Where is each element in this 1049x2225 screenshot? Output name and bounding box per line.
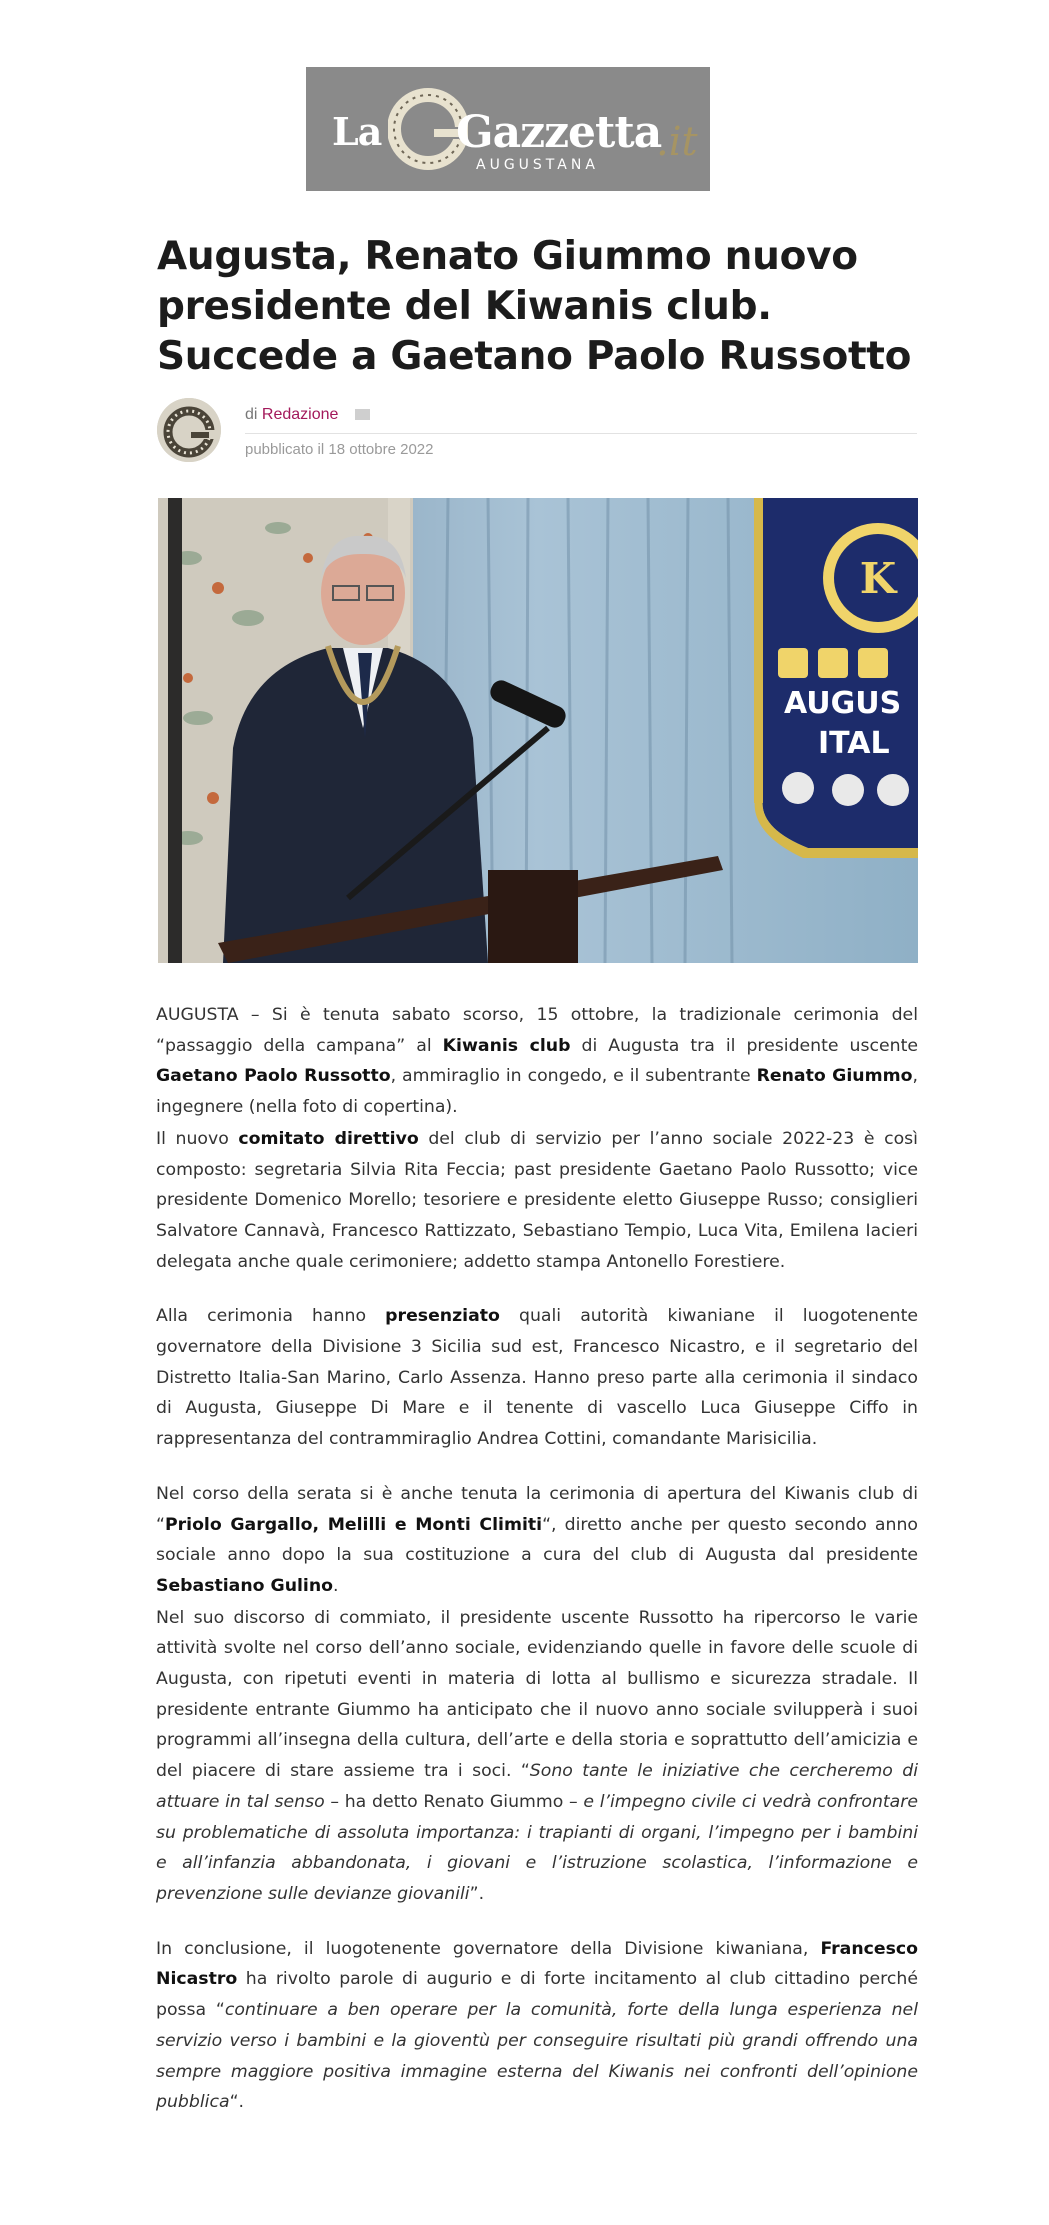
article-paragraph-5 <box>156 1603 918 1910</box>
paragraph-text: Nel corso della serata si è anche tenuta la cerimonia di apertura del Kiwanis club di “ <box>156 1483 918 1535</box>
paragraph-text: Il nuovo <box>156 1128 239 1149</box>
site-logo[interactable] <box>306 67 710 191</box>
article-paragraph-3 <box>156 1301 918 1455</box>
author-avatar[interactable] <box>157 398 221 462</box>
bold-text: Sebastiano Gulino <box>156 1575 334 1596</box>
banner-emblem-letter: K <box>859 554 897 603</box>
logo-gazzetta-text: Gazzetta <box>456 107 662 158</box>
article-paragraph-6 <box>156 1934 918 2118</box>
author-avatar-logo-icon <box>157 398 221 462</box>
bold-text: comitato direttivo <box>238 1128 419 1149</box>
paragraph-text: quali autorità kiwaniane il luogotenente governatore della Divisione 3 Sicilia sud est, Francesco Nicastro, e il segretario del Distretto Italia-San Marino, Carlo Assenza. Hanno preso parte alla cerimonia il sindaco di Augusta, Giuseppe Di Mare e il tenente di vascello Luca Giuseppe Ciffo in rappresentanza del contrammiraglio Andrea Cottini, comandante Marisicilia. <box>156 1306 919 1450</box>
featured-photo <box>158 498 918 963</box>
paragraph-text: Nel suo discorso di commiato, il presidente uscente Russotto ha ripercorso le varie attività svolte nel corso dell’anno sociale, evidenziando quelle in favore delle scuole di Augusta, con ripetuti eventi in materia di lotta al bullismo e sicurezza stradale. Il presidente entrante Giummo ha anticipato che il nuovo anno sociale svilupperà i suoi programmi all’insegna della cultura, dell’arte e della storia e soprattutto dell’amicizia e del piacere di stare assieme tra i soci. “ <box>156 1607 918 1782</box>
banner-text-italia: ITAL <box>818 726 890 761</box>
bold-text: Renato Giummo <box>756 1066 913 1087</box>
author-link[interactable]: Redazione <box>261 406 339 423</box>
paragraph-text: Alla cerimonia hanno <box>156 1306 386 1327</box>
logo-it-text: .it <box>656 119 698 165</box>
meta-divider <box>245 433 917 434</box>
italic-quote: Sono tante le iniziative che cercheremo di attuare in tal senso <box>156 1761 918 1812</box>
article-paragraph-2 <box>156 1124 918 1278</box>
paragraph-text: , ammiraglio in congedo, e il subentrante <box>390 1066 757 1087</box>
italic-quote: continuare a ben operare per la comunità, forte della lunga esperienza nel servizio verso i bambini e la gioventù per conseguire risultati più grandi offrendo una sempre maggiore positiva immagine esterna del Kiwanis nei confronti dell’opinione pubblica <box>156 2000 918 2113</box>
logo-augustana-text: AUGUSTANA <box>476 157 599 173</box>
paragraph-text: , ingegnere (nella foto di copertina). <box>156 1066 918 1118</box>
paragraph-text: ”. <box>469 1883 485 1904</box>
banner-text-augusta: AUGUS <box>784 686 902 721</box>
bold-text: Gaetano Paolo Russotto <box>156 1066 391 1087</box>
logo-la-text: La <box>332 109 382 154</box>
paragraph-text: di Augusta tra il presidente uscente <box>570 1035 919 1056</box>
cover-photo-illustration <box>158 498 918 963</box>
bold-text: Kiwanis club <box>442 1035 571 1056</box>
paragraph-text: ha rivolto parole di augurio e di forte incitamento al club cittadino perché possa “ <box>156 1969 918 2021</box>
bold-text: Francesco Nicastro <box>156 1938 918 1990</box>
byline <box>245 406 370 424</box>
article-paragraph-4 <box>156 1479 918 1602</box>
paragraph-text: “, diretto anche per questo secondo anno sociale anno dopo la sua costituzione a cura del club di Augusta dal presidente <box>156 1514 918 1566</box>
paragraph-text: . <box>333 1575 339 1596</box>
paragraph-text: “. <box>229 2092 245 2113</box>
paragraph-text: AUGUSTA – Si è tenuta sabato scorso, 15 ottobre, la tradizionale cerimonia del “passaggio della campana” al <box>156 1005 918 1056</box>
article-body <box>156 1000 918 2119</box>
italic-quote: e l’impegno civile ci vedrà confrontare su problematiche di assoluta importanza: i trapianti di organi, l’impegno per i bambini e all’infanzia abbandonata, i giovani e l’istruzione scolastica, l’informazione e prevenzione sulle devianze giovanili <box>156 1791 918 1904</box>
publish-date: pubblicato il 18 ottobre 2022 <box>245 441 434 458</box>
paragraph-text: – ha detto Renato Giummo – <box>324 1791 584 1812</box>
email-icon[interactable] <box>355 409 370 420</box>
article-title: Augusta, Renato Giummo nuovo presidente del Kiwanis club. Succede a Gaetano Paolo Russotto <box>157 234 912 379</box>
paragraph-text: del club di servizio per l’anno sociale 2022-23 è così composto: segretaria Silvia Rita Feccia; past presidente Gaetano Paolo Russotto; vice presidente Domenico Morello; tesoriere e presidente eletto Giuseppe Russo; consiglieri Salvatore Cannavà, Francesco Rattizzato, Sebastiano Tempio, Luca Vita, Emilena Iacieri delegata anche quale cerimoniere; addetto stampa Antonello Forestiere. <box>156 1128 918 1272</box>
paragraph-text: In conclusione, il luogotenente governatore della Divisione kiwaniana, <box>156 1938 821 1959</box>
bold-text: Priolo Gargallo, Melilli e Monti Climiti <box>164 1514 543 1535</box>
article-paragraph-1 <box>156 1000 918 1123</box>
byline-prefix: di <box>245 406 258 423</box>
bold-text: presenziato <box>385 1306 500 1327</box>
